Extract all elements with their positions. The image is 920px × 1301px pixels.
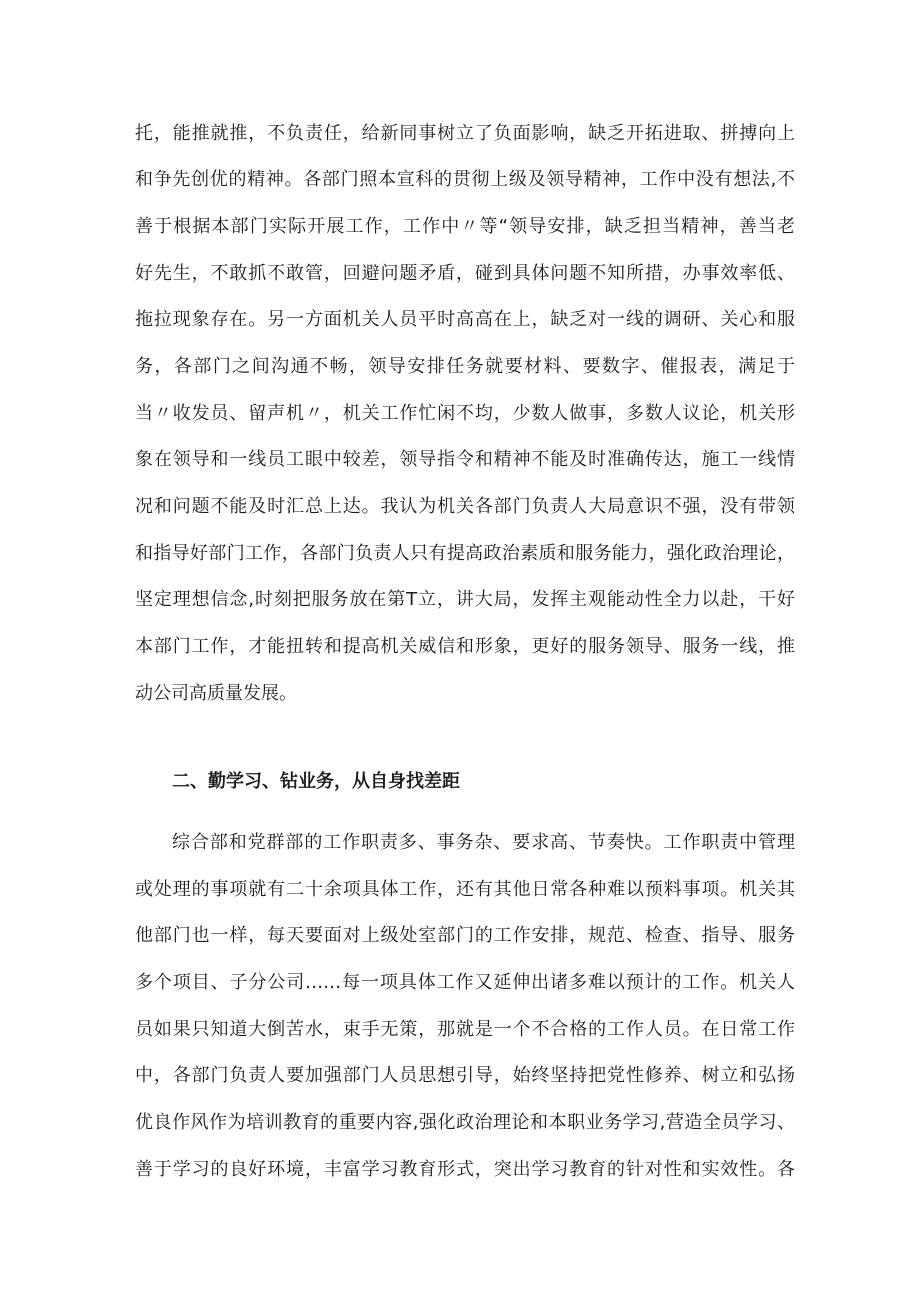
section-heading: 二、勤学习、钻业务，从自身找差距 xyxy=(172,771,460,792)
text-line: 和争先创优的精神。各部门照本宣科的贯彻上级及领导精神，工作中没有想法,不 xyxy=(135,169,795,190)
text-line: 他部门也一样，每天要面对上级处室部门的工作安排，规范、检查、指导、服务 xyxy=(135,925,795,946)
text-line: 务，各部门之间沟通不畅，领导安排任务就要材料、要数字、催报表，满足于 xyxy=(135,356,795,377)
text-line: 象在领导和一线员工眼中较差，领导指令和精神不能及时准确传达，施工一线情 xyxy=(135,449,795,470)
text-line: 坚定理想信念,时刻把服务放在第T立，讲大局，发挥主观能动性全力以赴，干好 xyxy=(135,589,795,610)
text-line: 中，各部门负责人要加强部门人员思想引导，始终坚持把党性修养、树立和弘扬 xyxy=(135,1065,795,1086)
text-line: 善于根据本部门实际开展工作，工作中〃等“领导安排，缺乏担当精神，善当老 xyxy=(135,216,795,237)
text-line: 综合部和党群部的工作职责多、事务杂、要求高、节奏快。工作职责中管理 xyxy=(172,832,795,853)
text-line: 托，能推就推，不负责任，给新同事树立了负面影响，缺乏开拓进取、拼搏向上 xyxy=(135,123,795,144)
text-line: 或处理的事项就有二十余项具体工作，还有其他日常各种难以预料事项。机关其 xyxy=(135,879,795,900)
text-line: 当〃收发员、留声机〃，机关工作忙闲不均，少数人做事，多数人议论，机关形 xyxy=(135,403,795,424)
text-line: 善于学习的良好环境，丰富学习教育形式，突出学习教育的针对性和实效性。各 xyxy=(135,1159,795,1180)
text-line: 本部门工作，才能扭转和提高机关威信和形象，更好的服务领导、服务一线，推 xyxy=(135,636,795,657)
text-line: 动公司高质量发展。 xyxy=(135,683,297,704)
text-line: 多个项目、子分公司……每一项具体工作又延伸出诸多难以预计的工作。机关人 xyxy=(135,972,795,993)
text-line: 和指导好部门工作，各部门负责人只有提高政治素质和服务能力，强化政治理论， xyxy=(135,543,795,564)
text-line: 况和问题不能及时汇总上达。我认为机关各部门负责人大局意识不强，没有带领 xyxy=(135,496,795,517)
text-line: 好先生，不敢抓不敢管，回避问题矛盾，碰到具体问题不知所措，办事效率低、 xyxy=(135,263,795,284)
text-line: 员如果只知道大倒苦水，束手无策，那就是一个不合格的工作人员。在日常工作 xyxy=(135,1019,795,1040)
text-line: 优良作风作为培训教育的重要内容,强化政治理论和本职业务学习,营造全员学习、 xyxy=(135,1112,795,1133)
text-line: 拖拉现象存在。另一方面机关人员平时高高在上，缺乏对一线的调研、关心和服 xyxy=(135,309,795,330)
